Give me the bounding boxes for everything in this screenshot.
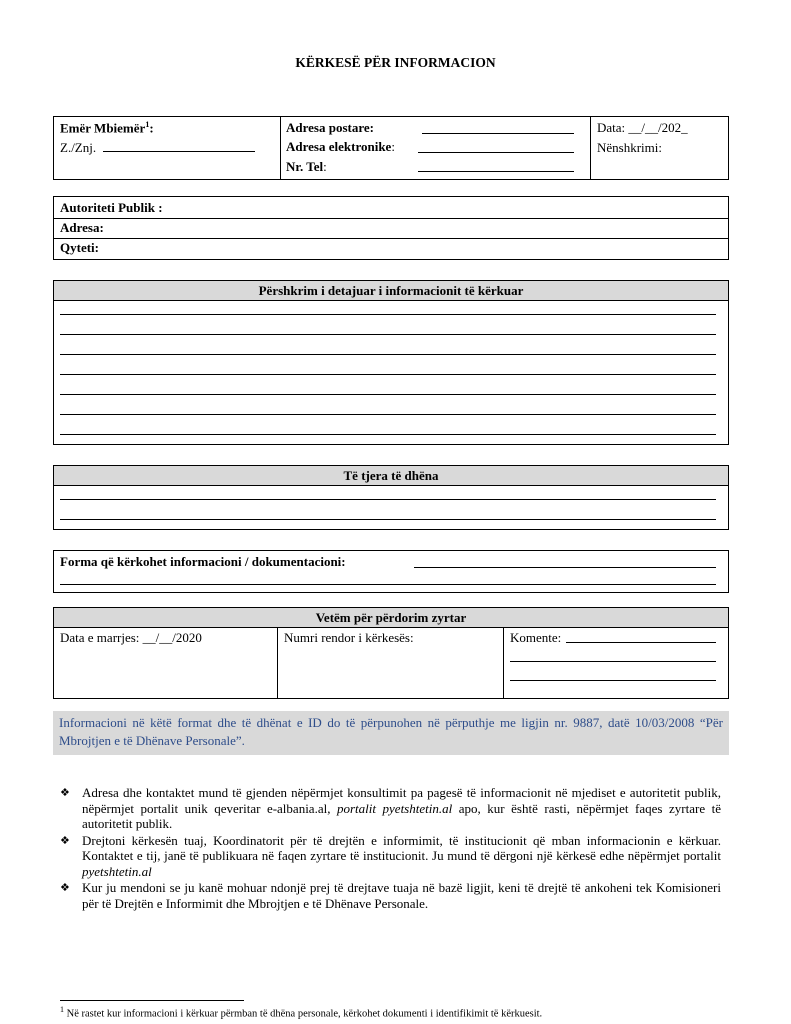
page-title: KËRKESË PËR INFORMACION xyxy=(295,55,496,70)
diamond-bullet-icon: ❖ xyxy=(60,833,70,847)
description-header: Përshkrim i detajuar i informacionit të kërkuar xyxy=(54,281,728,301)
diamond-bullet-icon: ❖ xyxy=(60,786,70,799)
other-data-line[interactable] xyxy=(60,499,716,500)
description-line[interactable] xyxy=(60,314,716,315)
list-item: ❖ Kur ju mendoni se ju kanë mohuar ndonjë prej të drejtave tuaja në bazë ligjit, keni të drejtë të ankoheni tek Komisioneri për të Drejtën e Informimit dhe Mbrojtjen e të Dhënave Personale. xyxy=(60,880,721,911)
description-line[interactable] xyxy=(60,354,716,355)
description-line[interactable] xyxy=(60,374,716,375)
applicant-name-field[interactable] xyxy=(60,120,154,136)
diamond-bullet-icon: ❖ xyxy=(60,881,70,894)
email-blank[interactable] xyxy=(418,141,574,153)
comments-label: Komente: xyxy=(510,630,562,645)
authority-section xyxy=(53,196,729,260)
description-line[interactable] xyxy=(60,334,716,335)
name-blank[interactable] xyxy=(103,140,255,152)
signature-field[interactable]: Nënshkrimi: xyxy=(597,140,662,155)
requested-form-label: Forma që kërkohet informacioni / dokumentacioni: xyxy=(60,554,346,569)
honorific-label: Z./Znj. xyxy=(60,140,97,155)
date-received-field[interactable]: Data e marrjes: __/__/2020 xyxy=(60,630,202,645)
honorific-field[interactable] xyxy=(60,140,255,156)
postal-address-label: Adresa postare: xyxy=(286,120,374,135)
tel-label: Nr. Tel xyxy=(286,159,324,174)
tel-colon: : xyxy=(323,159,327,174)
official-use-section xyxy=(53,607,729,699)
email-colon: : xyxy=(391,139,395,154)
portal-link: pyetshtetin.al xyxy=(82,863,152,879)
description-line[interactable] xyxy=(60,394,716,395)
comments-line[interactable] xyxy=(566,642,716,643)
other-data-header: Të tjera të dhëna xyxy=(54,466,728,486)
description-line[interactable] xyxy=(60,414,716,415)
requested-form-blank[interactable] xyxy=(414,567,716,568)
footnote xyxy=(60,1005,740,1020)
authority-address-field[interactable]: Adresa: xyxy=(60,220,104,235)
authority-name-field[interactable]: Autoriteti Publik : xyxy=(60,200,163,215)
email-field[interactable] xyxy=(286,139,395,155)
tel-field[interactable] xyxy=(286,159,327,175)
email-label: Adresa elektronike xyxy=(286,139,392,154)
portal-link: portalit pyetshtetin.al xyxy=(337,800,453,816)
description-section xyxy=(53,280,729,445)
official-use-header: Vetëm për përdorim zyrtar xyxy=(54,608,728,628)
name-label: Emër Mbiemër xyxy=(60,120,146,136)
postal-address-blank[interactable] xyxy=(422,122,574,134)
date-field[interactable]: Data: __/__/202_ xyxy=(597,120,688,135)
footnote-text: Në rastet kur informacioni i kërkuar përmban të dhëna personale, kërkohet dokumenti i identifikimit të kërkuesit. xyxy=(64,1008,543,1020)
list-item: ❖ Adresa dhe kontaktet mund të gjenden nëpërmjet konsultimit pa pagesë të informacionit në mjediset e autoritetit publik, nëpërmjet portalit unik qeveritar e-albania.al, portalit pyetshtetin.al apo, kur është rasti, nëpërmjet faqes zyrtare të autoritetit publik. xyxy=(60,785,722,831)
data-protection-notice: Informacioni në këtë format dhe të dhënat e ID do të përpunohen në përputhje me ligjin nr. 9887, datë 10/03/2008 “Për Mbrojtjen e të Dhënave Personale”. xyxy=(53,711,729,755)
requested-form-section xyxy=(53,550,729,593)
name-colon: : xyxy=(149,120,154,136)
instructions-list xyxy=(60,785,721,912)
tel-blank[interactable] xyxy=(418,160,574,172)
footnote-divider xyxy=(60,1000,244,1001)
comments-line[interactable] xyxy=(510,680,716,681)
description-line[interactable] xyxy=(60,434,716,435)
other-data-section xyxy=(53,465,729,530)
applicant-section xyxy=(53,116,729,180)
request-number-field[interactable]: Numri rendor i kërkesës: xyxy=(284,630,414,645)
footnote-number: 1 xyxy=(60,1005,64,1014)
list-item: ❖ Drejtoni kërkesën tuaj, Koordinatorit për të drejtën e informimit, të institucionit që mban informacionin e kërkuar. Kontaktet e tij, janë të publikuara në faqen zyrtare të institucionit. Ju mund të dërgoni një kërkesë edhe nëpërmjet portalit pyetshtetin.al xyxy=(60,832,721,879)
comments-line[interactable] xyxy=(510,661,716,662)
other-data-line[interactable] xyxy=(60,519,716,520)
authority-city-field[interactable]: Qyteti: xyxy=(60,240,99,255)
footnote-ref: 1 xyxy=(145,120,150,129)
requested-form-line[interactable] xyxy=(60,584,716,585)
